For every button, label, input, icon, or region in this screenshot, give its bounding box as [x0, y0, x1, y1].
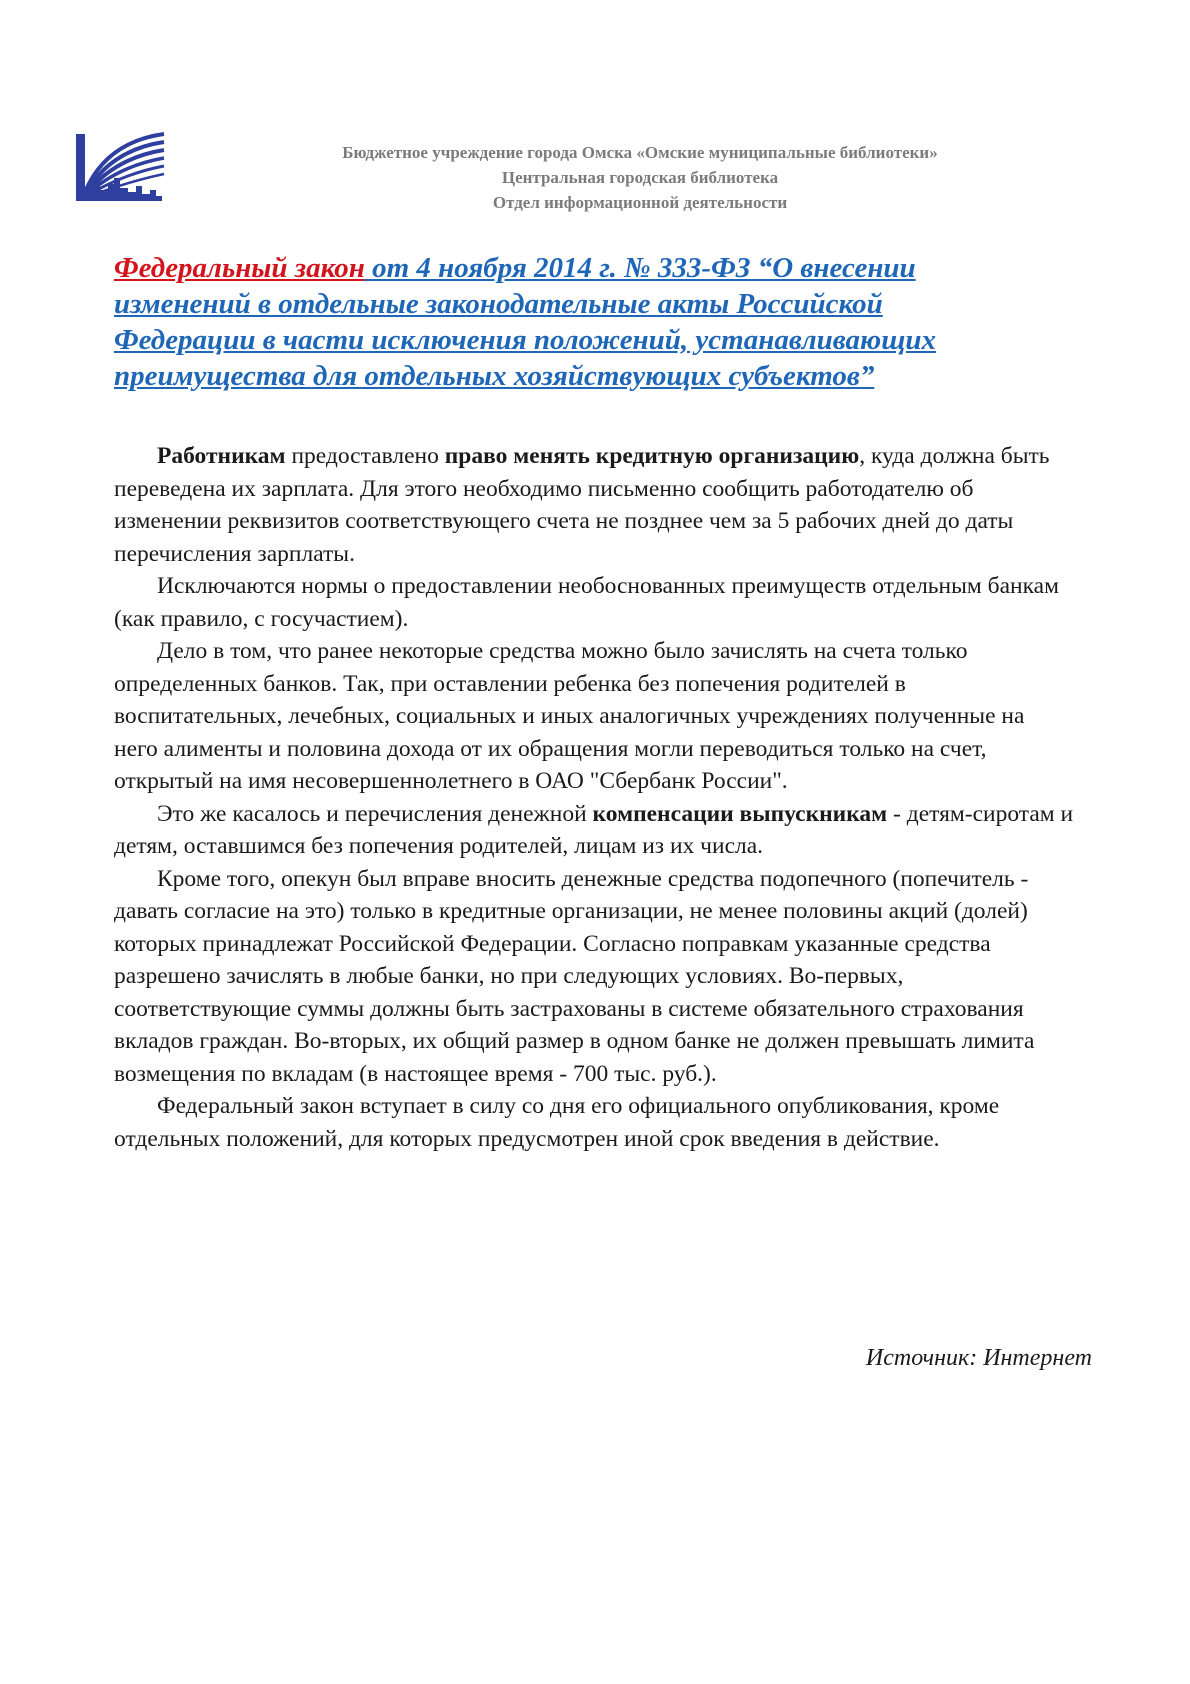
p4-text-2: - детям-сиротам и детям, оставшимся без попечения родителей, лицам из их числа.: [114, 800, 1074, 859]
paragraph-3: Дело в том, что ранее некоторые средства можно было зачислять на счета только определенных банков. Так, при оставлении ребенка без попечения родителей в воспитательных, лечебных, социальных и иных аналогичных учреждениях полученные на него алименты и половина дохода от их обращения могли переводиться только на счет, открытый на имя несовершеннолетнего в ОАО "Сбербанк России".: [114, 638, 1025, 794]
p1-text-1: предоставлено: [285, 443, 445, 469]
source-caption: Источник: Интернет: [865, 1345, 1092, 1371]
title-line-1: [114, 250, 1074, 286]
title-line-2: [114, 286, 1074, 322]
law-title: [114, 250, 1074, 394]
title-red-part: Федеральный закон: [114, 252, 365, 284]
title-blue-part-3: Федерации в части исключения положений, устанавливающих: [114, 324, 936, 356]
paragraph-4: [114, 798, 1074, 863]
p1-text-2: , куда должна быть переведена их зарплата. Для этого необходимо письменно сообщить работодателю об изменении реквизитов соответствующего счета не позднее чем за 5 рабочих дней до даты перечисления зарплаты.: [114, 443, 1050, 567]
library-logo-icon: [76, 132, 168, 202]
title-blue-part-2: изменений в отдельные законодательные акты Российской: [114, 288, 883, 320]
paragraph-2: Исключаются нормы о предоставлении необоснованных преимуществ отдельным банкам (как правило, с госучастием).: [114, 573, 1059, 632]
org-line-3: Отдел информационной деятельности: [492, 193, 788, 212]
organization-header: [230, 140, 1050, 215]
paragraph-5: Кроме того, опекун был вправе вносить денежные средства подопечного (попечитель - давать согласие на это) только в кредитные организации, не менее половины акций (долей) которых принадлежат Российской Федерации. Согласно поправкам указанные средства разрешено зачислять в любые банки, но при следующих условиях. Во-первых, соответствующие суммы должны быть застрахованы в системе обязательного страхования вкладов граждан. Во-вторых, их общий размер в одном банке не должен превышать лимита возмещения по вкладам (в настоящее время - 700 тыс. руб.).: [114, 865, 1035, 1087]
p4-text-1: Это же касалось и перечисления денежной: [157, 800, 593, 827]
article-body: [114, 440, 1074, 1155]
org-line-2: Центральная городская библиотека: [501, 168, 779, 187]
p1-bold-2: право менять кредитную организацию: [444, 443, 860, 469]
paragraph-1: [114, 440, 1074, 570]
title-blue-part-4: преимущества для отдельных хозяйствующих субъектов”: [114, 360, 875, 392]
p4-bold-1: компенсации выпускникам: [592, 800, 888, 827]
title-blue-part-1: от 4 ноября 2014 г. № 333-ФЗ “О внесении: [364, 252, 916, 284]
title-line-4: [114, 358, 1074, 394]
title-line-3: [114, 322, 1074, 358]
p1-bold-1: Работникам: [157, 443, 286, 469]
org-line-1: Бюджетное учреждение города Омска «Омские муниципальные библиотеки»: [342, 143, 938, 162]
paragraph-6: Федеральный закон вступает в силу со дня его официального опубликования, кроме отдельных положений, для которых предусмотрен иной срок введения в действие.: [114, 1093, 1000, 1152]
header: [70, 128, 1110, 212]
